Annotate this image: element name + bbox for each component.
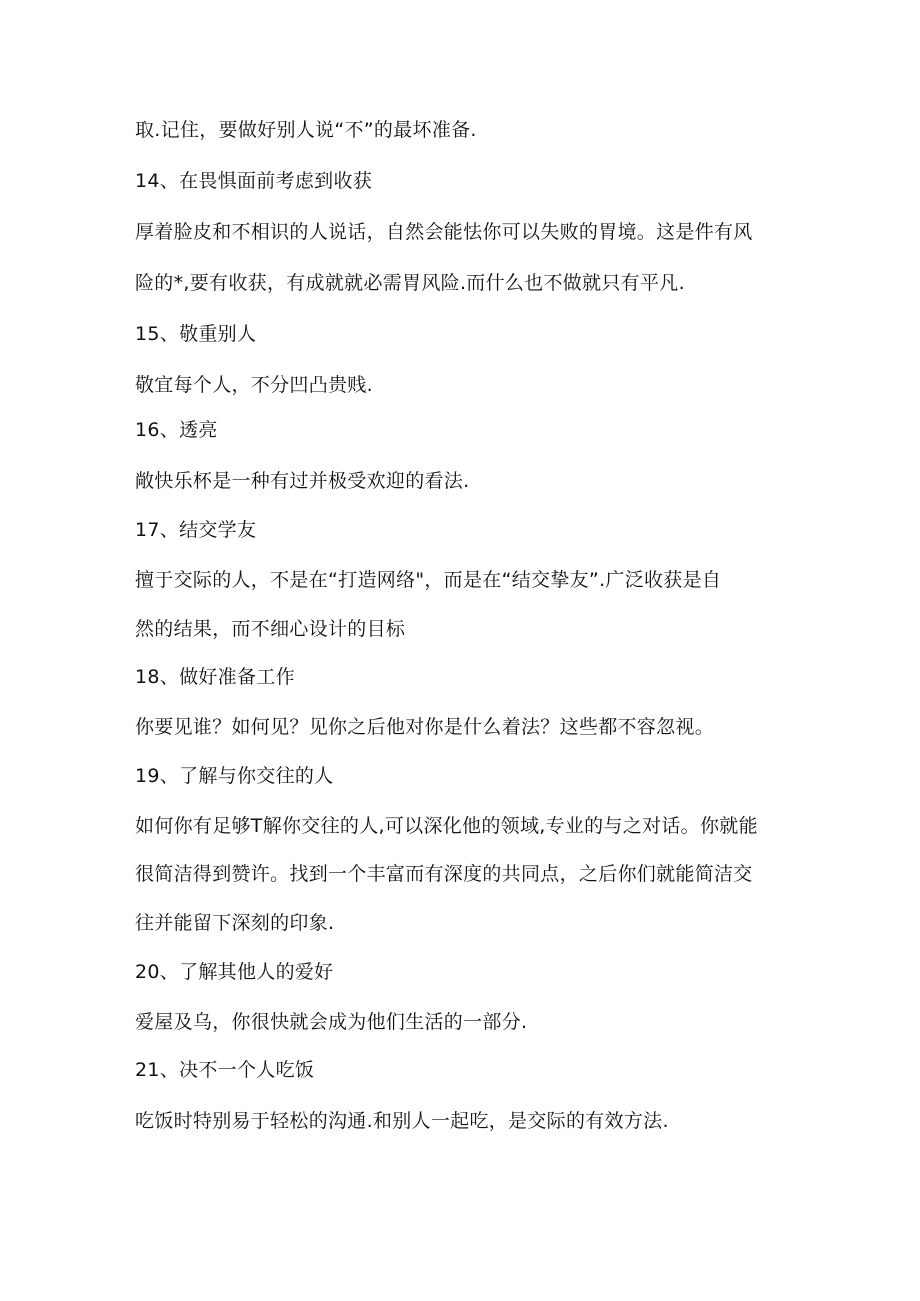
paragraph-line-6: 擅于交际的人，不是在“打造网络"，而是在“结交挚友”.广泛收获是自 [135,569,722,591]
paragraph-line-11: 往并能留下深刻的印象. [135,912,335,934]
paragraph-line-9: 如何你有足够T解你交往的人,可以深化他的领域,专业的与之对话。你就能 [135,815,758,837]
section-heading-14: 14、在畏惧面前考虑到收获 [135,170,373,192]
section-heading-19: 19、了解与你交往的人 [135,765,334,787]
paragraph-line-2: 厚着脸皮和不相识的人说话，自然会能怯你可以失败的胃境。这是件有风 [135,221,753,243]
paragraph-line-7: 然的结果，而不细心设计的目标 [135,618,406,640]
section-heading-18: 18、做好准备工作 [135,666,295,688]
paragraph-line-1: 取.记住，要做好别人说“不”的最坏准备. [135,119,477,141]
section-heading-21: 21、决不一个人吃饭 [135,1059,315,1081]
section-heading-20: 20、了解其他人的爱好 [135,961,334,983]
paragraph-line-4: 敬宜每个人，不分凹凸贵贱. [135,374,373,396]
paragraph-line-13: 吃饭时特别易于轻松的沟通.和别人一起吃，是交际的有效方法. [135,1110,669,1132]
paragraph-line-3: 险的*,要有收获，有成就就必需胃风险.而什么也不做就只有平凡. [135,272,685,294]
paragraph-line-8: 你要见谁？如何见？见你之后他对你是什么着法？这些都不容忽视。 [135,716,715,738]
section-heading-16: 16、透亮 [135,419,218,441]
paragraph-line-5: 敞快乐杯是一种有过并极受欢迎的看法. [135,470,470,492]
paragraph-line-10: 很简洁得到赞许。找到一个丰富而有深度的共同点，之后你们就能简洁交 [135,863,753,885]
section-heading-15: 15、敬重别人 [135,323,257,345]
paragraph-line-12: 爱屋及乌，你很快就会成为他们生活的一部分. [135,1011,528,1033]
section-heading-17: 17、结交学友 [135,519,257,541]
